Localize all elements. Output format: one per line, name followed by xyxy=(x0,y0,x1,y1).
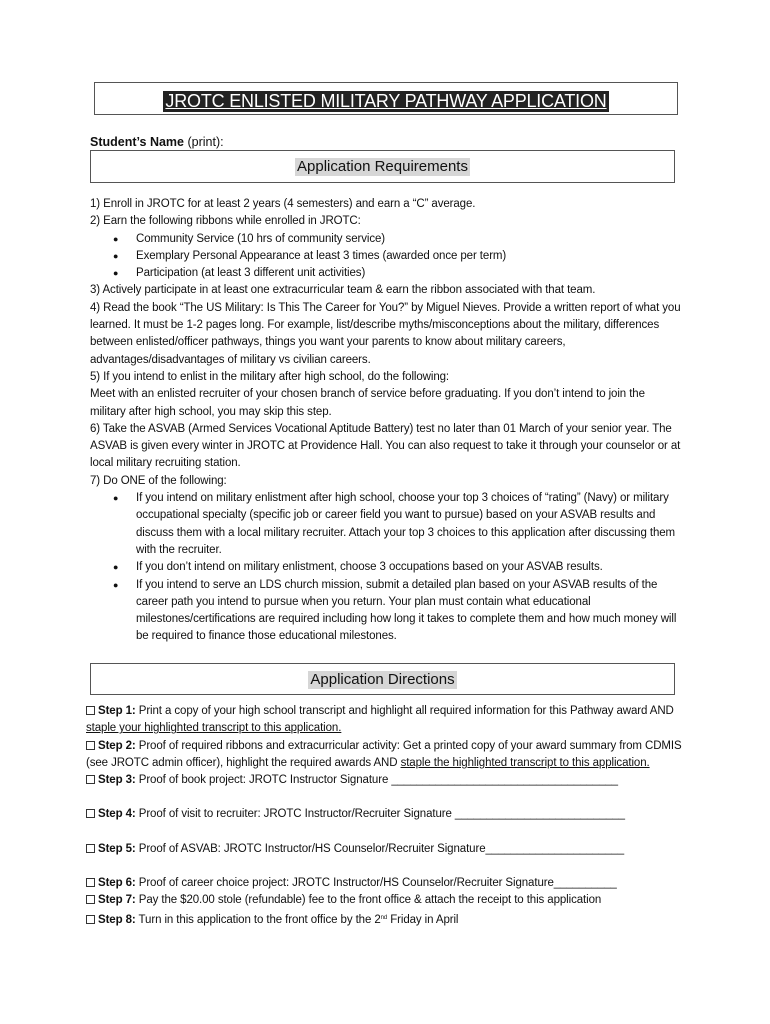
bullet-icon: ● xyxy=(113,233,119,244)
step-6: Step 6: Proof of career choice project: JROTC Instructor/HS Counselor/Recruiter Signature__________ xyxy=(86,875,686,892)
bullet-icon: ● xyxy=(113,268,119,279)
list-item: ● If you intend on military enlistment after high school, choose your top 3 choices of “rating” (Navy) or military occupational specialty (specific job or career field you want to pursue) based on your ASVAB results and discuss them with a local military recruiter. Attach your top 3 choices to this application after discussing them with the recruiter. xyxy=(113,492,676,556)
requirement-6: 6) Take the ASVAB (Armed Services Vocational Aptitude Battery) test no later than 01 March of your senior year. The ASVAB is given every winter in JROTC at Providence Hall. You can also request to take it through your counselor or at local military recruiting station. xyxy=(90,422,681,470)
requirement-2: 2) Earn the following ribbons while enrolled in JROTC: xyxy=(90,215,361,228)
step-6-checkbox[interactable] xyxy=(86,878,95,887)
step-1-checkbox[interactable] xyxy=(86,706,95,715)
requirement-5: 5) If you intend to enlist in the military after high school, do the following: xyxy=(90,370,450,383)
requirement-3: 3) Actively participate in at least one extracurricular team & earn the ribbon associated with that team. xyxy=(90,284,596,297)
step-8: Step 8: Turn in this application to the front office by the 2nd Friday in April xyxy=(86,910,686,929)
requirements-list xyxy=(90,196,682,646)
step-2-checkbox[interactable] xyxy=(86,741,95,750)
step-5-checkbox[interactable] xyxy=(86,844,95,853)
spacer xyxy=(86,858,686,875)
list-item: ● Community Service (10 hrs of community service) xyxy=(90,231,682,248)
requirement-4: 4) Read the book “The US Military: Is This The Career for You?” by Miguel Nieves. Provide a written report of what you learned. It must be 1-2 pages long. For example, list/describe myths/misconceptions about the military, differences between enlisted/officer pathways, things you want your parents to know about military careers, advantages/disadvantages of military vs civilian careers. xyxy=(90,301,681,366)
student-name-suffix: (print): xyxy=(184,135,224,149)
list-item: ● Participation (at least 3 different unit activities) xyxy=(90,265,682,282)
student-name-line xyxy=(90,134,224,150)
bullet-icon: ● xyxy=(113,562,119,573)
bullet-icon: ● xyxy=(113,250,119,261)
title-box xyxy=(94,82,678,115)
bullet-icon: ● xyxy=(113,579,119,590)
requirement-5-detail: Meet with an enlisted recruiter of your chosen branch of service before graduating. If you don’t intend to join the military after high school, you may skip this step. xyxy=(90,388,645,418)
step-4: Step 4: Proof of visit to recruiter: JROTC Instructor/Recruiter Signature ___________________________ xyxy=(86,806,686,823)
list-item: ● If you don’t intend on military enlistment, choose 3 occupations based on your ASVAB results. xyxy=(90,559,682,576)
bullet-icon: ● xyxy=(113,493,119,504)
ribbon-list xyxy=(90,231,682,283)
directions-heading-box xyxy=(90,663,675,695)
step-7: Step 7: Pay the $20.00 stole (refundable) fee to the front office & attach the receipt to this application xyxy=(86,892,686,909)
page-title: JROTC ENLISTED MILITARY PATHWAY APPLICATION xyxy=(165,91,607,111)
directions-list xyxy=(86,703,686,929)
step-7-checkbox[interactable] xyxy=(86,895,95,904)
step-4-checkbox[interactable] xyxy=(86,809,95,818)
requirements-heading: Application Requirements xyxy=(297,158,468,175)
step-3: Step 3: Proof of book project: JROTC Instructor Signature ____________________________________ xyxy=(86,772,686,789)
requirement-1: 1) Enroll in JROTC for at least 2 years (4 semesters) and earn a “C” average. xyxy=(90,198,476,210)
requirement-7: 7) Do ONE of the following: xyxy=(90,474,227,487)
step-8-checkbox[interactable] xyxy=(86,915,95,924)
option-list xyxy=(90,490,682,646)
list-item: ● Exemplary Personal Appearance at least 3 times (awarded once per term) xyxy=(90,248,682,265)
list-item: ● If you intend to serve an LDS church mission, submit a detailed plan based on your ASVAB results of the career path you intend to pursue when you return. Your plan must contain what educational milestones/certifications are required including how long it takes to complete them and how much money will be required to finance those educational milestones. xyxy=(113,578,677,643)
step-1: Step 1: Print a copy of your high school transcript and highlight all required information for this Pathway award AND staple your highlighted transcript to this application. xyxy=(86,705,674,735)
directions-heading: Application Directions xyxy=(310,671,455,688)
spacer xyxy=(86,789,686,806)
requirements-heading-box xyxy=(90,150,675,183)
student-name-label: Student’s Name xyxy=(90,135,185,149)
spacer xyxy=(86,824,686,841)
step-5: Step 5: Proof of ASVAB: JROTC Instructor/HS Counselor/Recruiter Signature______________________ xyxy=(86,841,686,858)
step-3-checkbox[interactable] xyxy=(86,775,95,784)
step-2: Step 2: Proof of required ribbons and extracurricular activity: Get a printed copy of your award summary from CDMIS (see JROTC admin officer), highlight the required awards AND staple the highlighted transcript to this application. xyxy=(86,739,682,769)
